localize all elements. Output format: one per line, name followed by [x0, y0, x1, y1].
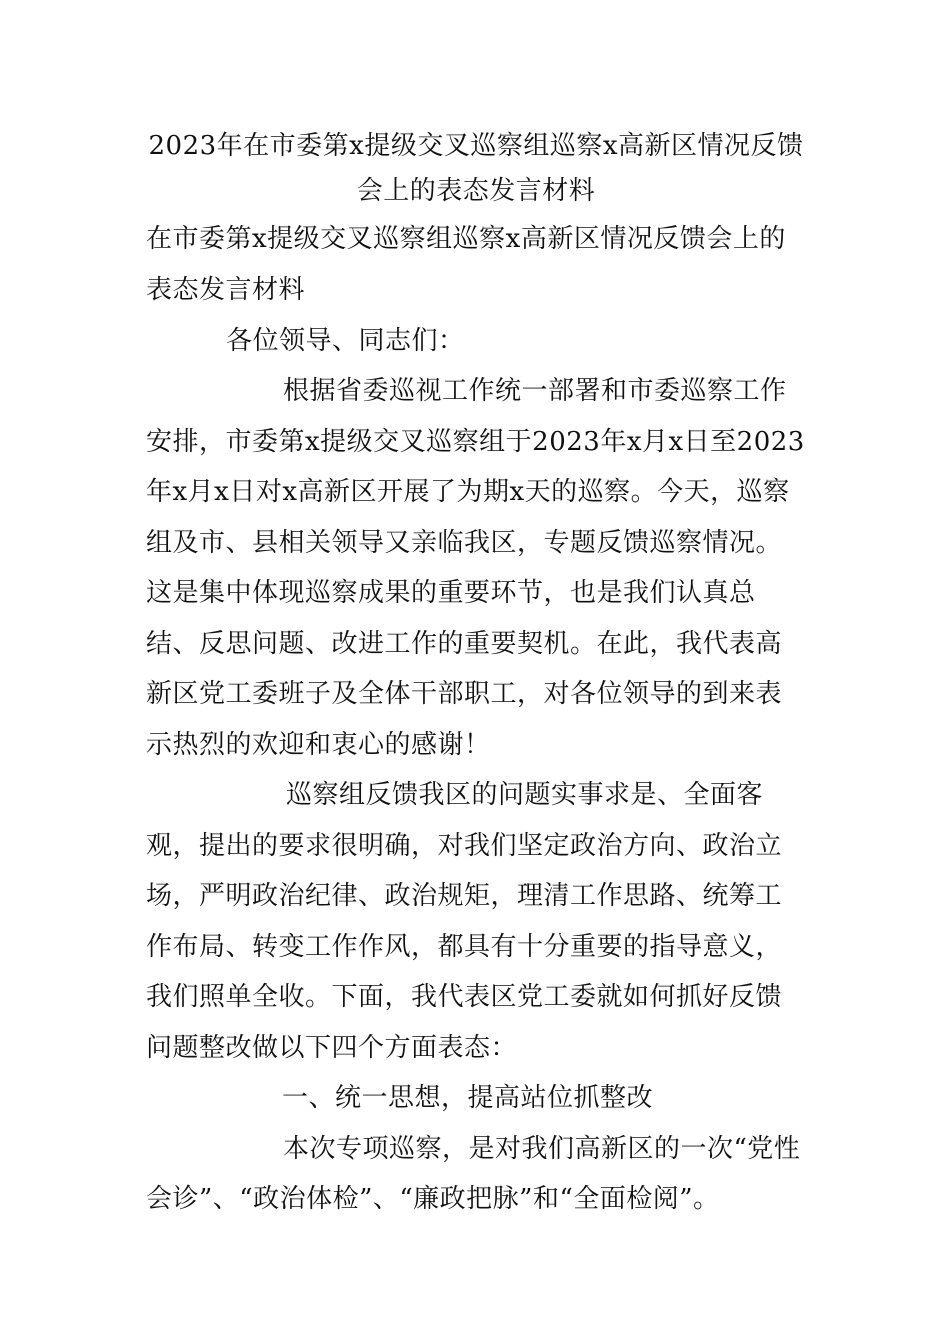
section-paragraph: 本次专项巡察，是对我们高新区的一次“党性会诊”、“政治体检”、“廉政把脉”和“全面检阅”。	[146, 1133, 801, 1214]
section-heading: 一、统一思想，提高站位抓整改	[282, 1083, 654, 1113]
document-subtitle: 在市委第x提级交叉巡察组巡察x高新区情况反馈会上的表态发言材料	[146, 224, 786, 305]
body-paragraph: 巡察组反馈我区的问题实事求是、全面客观，提出的要求很明确，对我们坚定政治方向、政治立场，严明政治纪律、政治规矩，理清工作思路、统筹工作布局、转变工作作风，都具有十分重要的指导意义，我们照单全收。下面，我代表区党工委就如何抓好反馈问题整改做以下四个方面表态：	[146, 780, 783, 1063]
document-title: 2023年在市委第x提级交叉巡察组巡察x高新区情况反馈会上的表态发言材料	[148, 131, 804, 206]
body-paragraph: 根据省委巡视工作统一部署和市委巡察工作安排，市委第x提级交叉巡察组于2023年x月x日至2023年x月x日对x高新区开展了为期x天的巡察。今天，巡察组及市、县相关领导又亲临我区，专题反馈巡察情况。这是集中体现巡察成果的重要环节，也是我们认真总结、反思问题、改进工作的重要契机。在此，我代表高新区党工委班子及全体干部职工，对各位领导的到来表示热烈的欢迎和衷心的感谢！	[146, 376, 805, 760]
greeting: 各位领导、同志们：	[226, 326, 465, 356]
document-body	[146, 124, 806, 1225]
